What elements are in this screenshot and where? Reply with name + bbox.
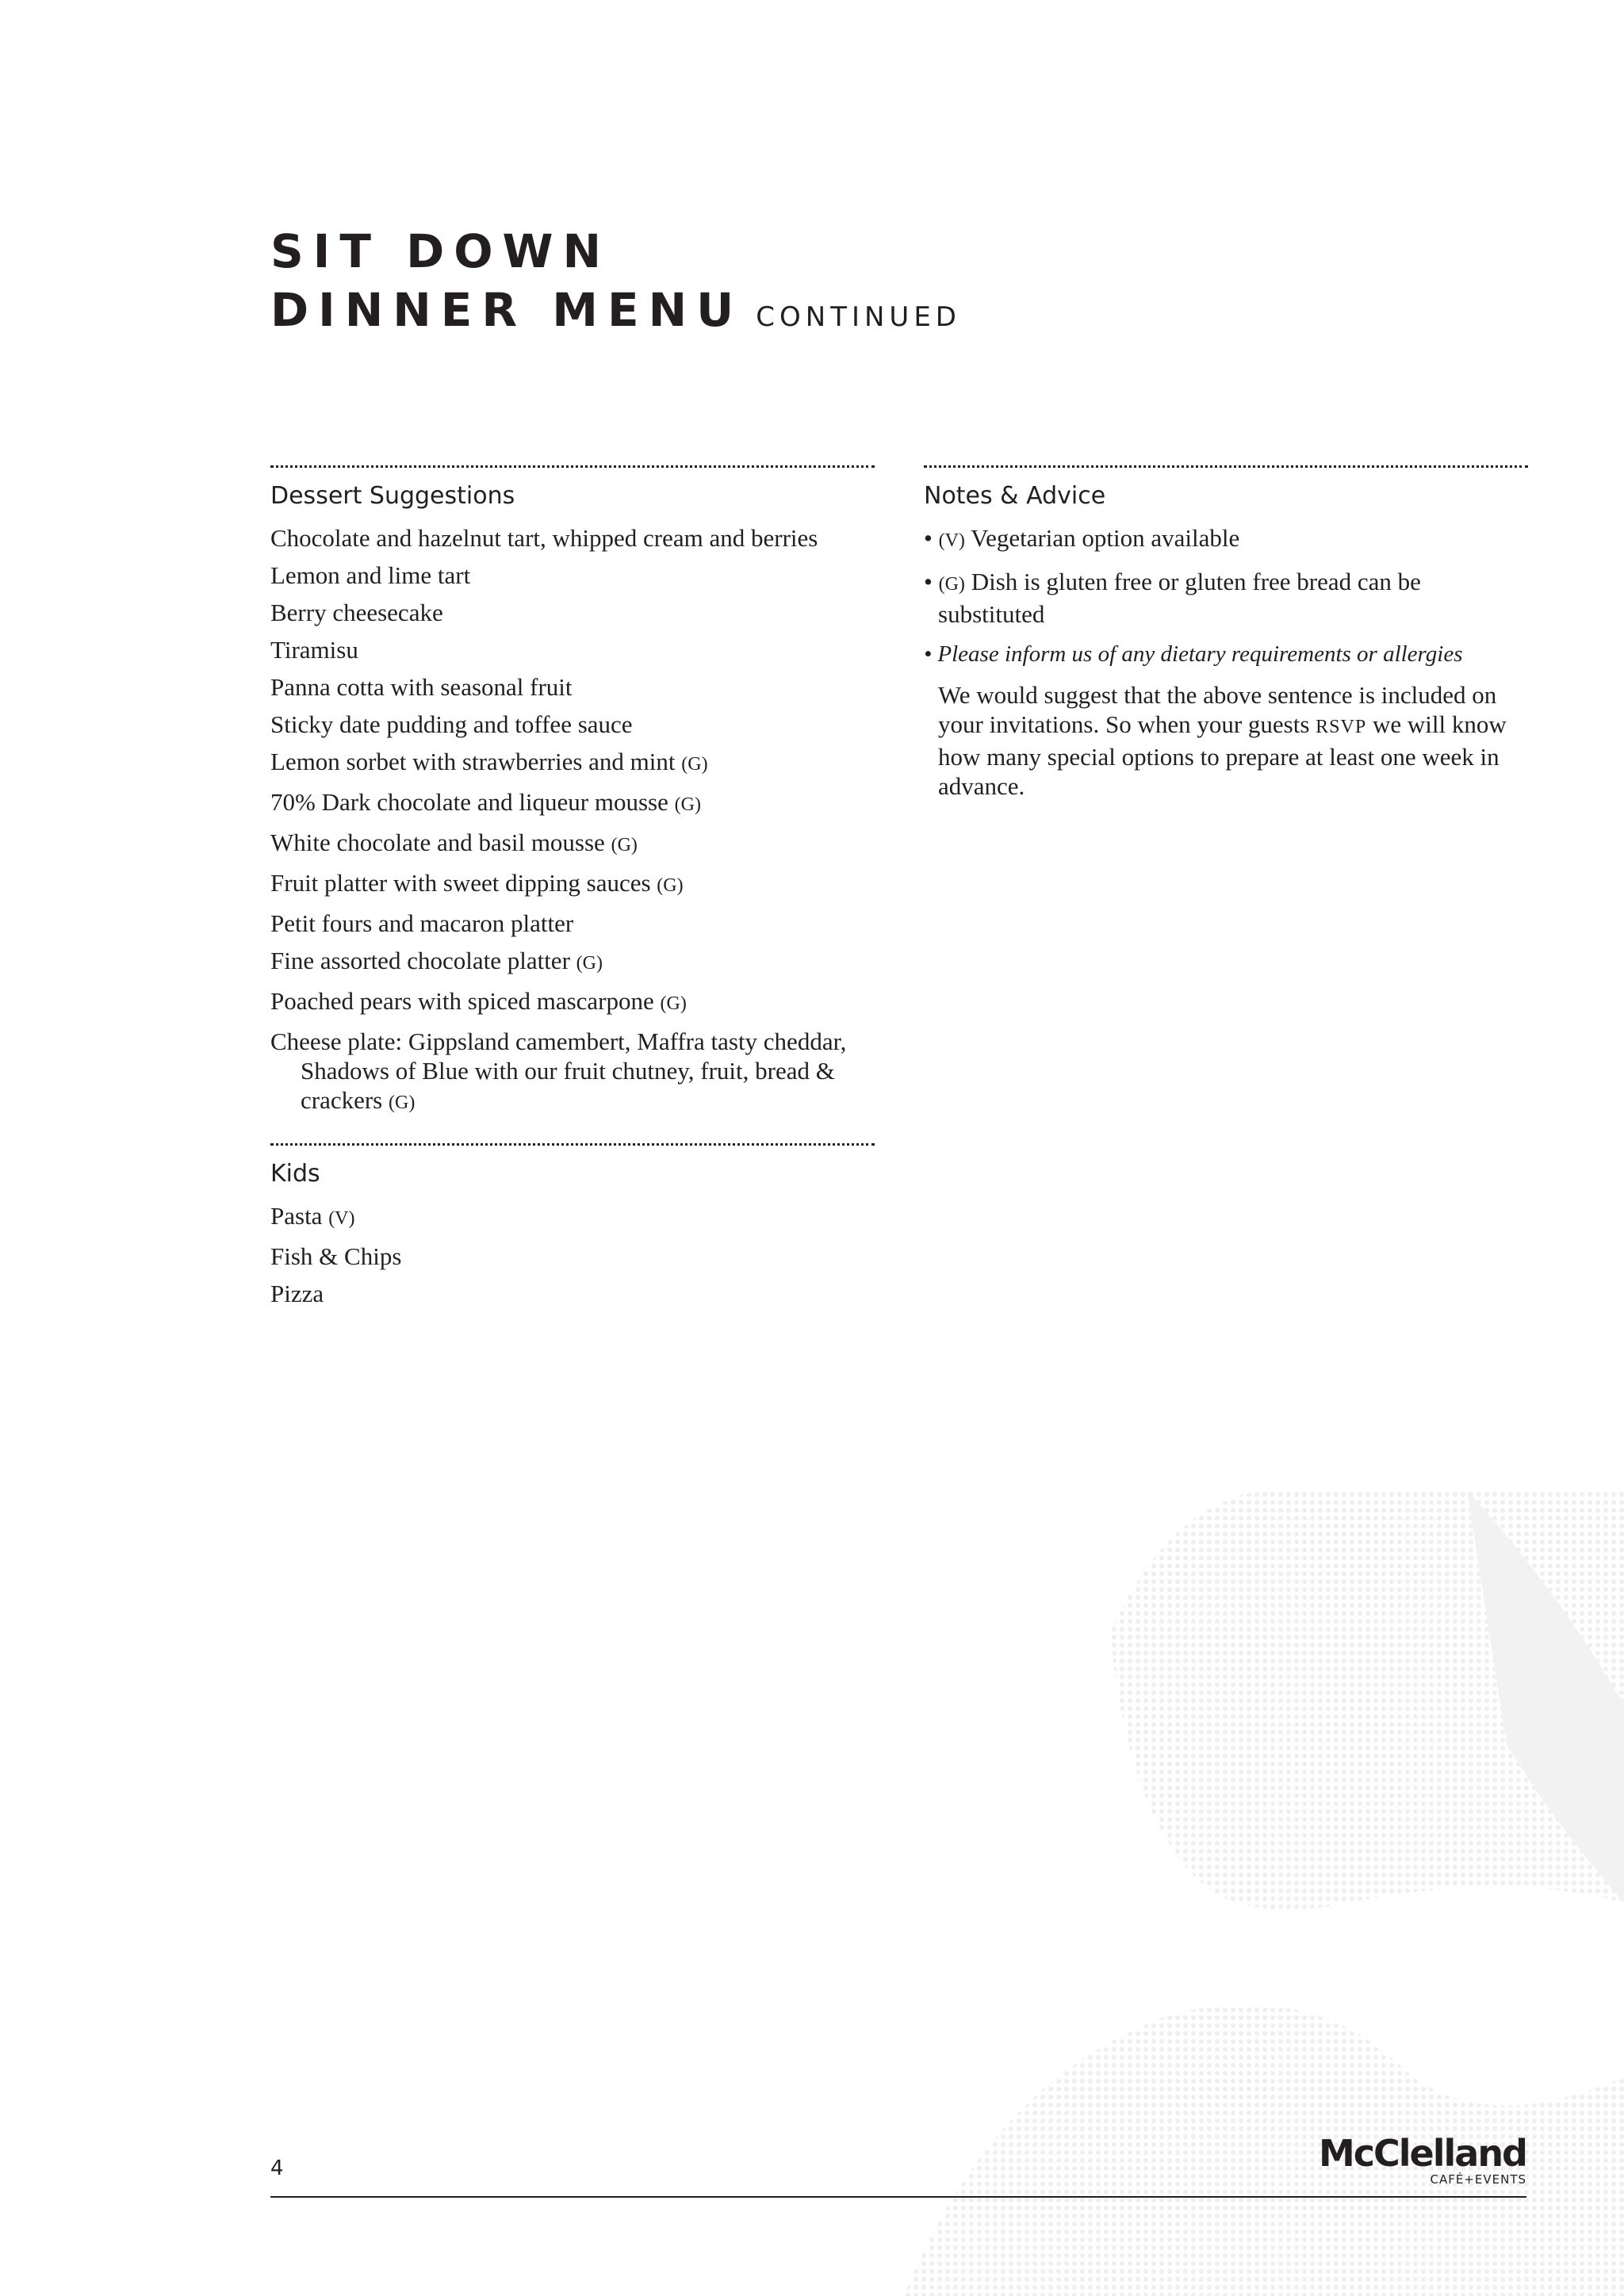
- dessert-list: [270, 523, 875, 1118]
- kids-section: [270, 1143, 875, 1308]
- gluten-free-tag: (G): [389, 1093, 416, 1113]
- page-title: [270, 222, 961, 346]
- section-divider: [924, 465, 1528, 468]
- gluten-free-tag: (G): [611, 835, 638, 855]
- title-line-1: SIT DOWN: [270, 224, 611, 278]
- title-suffix: CONTINUED: [756, 301, 961, 333]
- logo-wordmark: McClelland: [1318, 2132, 1526, 2175]
- kids-item: Pizza: [270, 1280, 324, 1307]
- bullet: •: [924, 568, 933, 595]
- dessert-item: Cheese plate: Gippsland camembert, Maffra tasty cheddar, Shadows of Blue with our fruit chutney, fruit, bread & crackers (G): [270, 1027, 847, 1114]
- gluten-free-tag: (G): [660, 993, 687, 1014]
- note-gluten-free: • (G) Dish is gluten free or gluten free bread can be substituted: [924, 568, 1421, 628]
- gluten-free-tag: (G): [657, 875, 684, 896]
- dessert-heading: Dessert Suggestions: [270, 482, 515, 510]
- dessert-item: Sticky date pudding and toffee sauce: [270, 710, 633, 738]
- dessert-item: Berry cheesecake: [270, 599, 443, 626]
- gluten-free-tag: (G): [576, 953, 603, 974]
- dessert-item: Tiramisu: [270, 636, 358, 664]
- logo-tagline: CAFÉ+EVENTS: [1430, 2172, 1526, 2187]
- vegetarian-tag: (V): [328, 1208, 355, 1229]
- page-number: 4: [270, 2156, 284, 2180]
- kids-list: [270, 1201, 875, 1308]
- gluten-free-tag: (G): [681, 754, 708, 775]
- dessert-item: Chocolate and hazelnut tart, whipped cream and berries: [270, 524, 818, 552]
- gluten-free-tag: (G): [938, 574, 965, 595]
- note-dietary: • Please inform us of any dietary requirements or allergies: [924, 641, 1463, 667]
- brand-logo: [1319, 2134, 1526, 2187]
- notes-heading: Notes & Advice: [924, 482, 1106, 510]
- section-divider: [270, 1143, 875, 1146]
- dessert-item: Petit fours and macaron platter: [270, 909, 574, 937]
- dessert-item: Fruit platter with sweet dipping sauces (G): [270, 869, 684, 897]
- notes-list: [924, 523, 1528, 669]
- dessert-item: Fine assorted chocolate platter (G): [270, 947, 603, 974]
- kids-item: Fish & Chips: [270, 1242, 402, 1270]
- dessert-item: White chocolate and basil mousse (G): [270, 828, 638, 856]
- kids-heading: Kids: [270, 1160, 320, 1188]
- notes-paragraph: We would suggest that the above sentence is included on your invitations. So when your guests RSVP we will know how many special options to prepare at least one week in advance.: [938, 681, 1507, 800]
- vegetarian-tag: (V): [938, 530, 965, 551]
- kids-item: Pasta (V): [270, 1202, 355, 1230]
- title-line-2: DINNER MENU: [270, 283, 744, 337]
- rsvp-text: RSVP: [1316, 717, 1367, 737]
- right-column: [924, 465, 1528, 801]
- left-column: [270, 465, 875, 1316]
- section-divider: [270, 465, 875, 468]
- dessert-item: Poached pears with spiced mascarpone (G): [270, 987, 687, 1015]
- dessert-item: Lemon sorbet with strawberries and mint (G): [270, 748, 708, 775]
- bullet: •: [924, 641, 933, 667]
- note-vegetarian: • (V) Vegetarian option available: [924, 524, 1240, 552]
- bullet: •: [924, 524, 933, 552]
- dessert-item: 70% Dark chocolate and liqueur mousse (G): [270, 788, 701, 816]
- dessert-item: Lemon and lime tart: [270, 561, 471, 589]
- footer-divider: [270, 2196, 1526, 2198]
- gluten-free-tag: (G): [674, 794, 701, 815]
- dessert-item: Panna cotta with seasonal fruit: [270, 673, 573, 701]
